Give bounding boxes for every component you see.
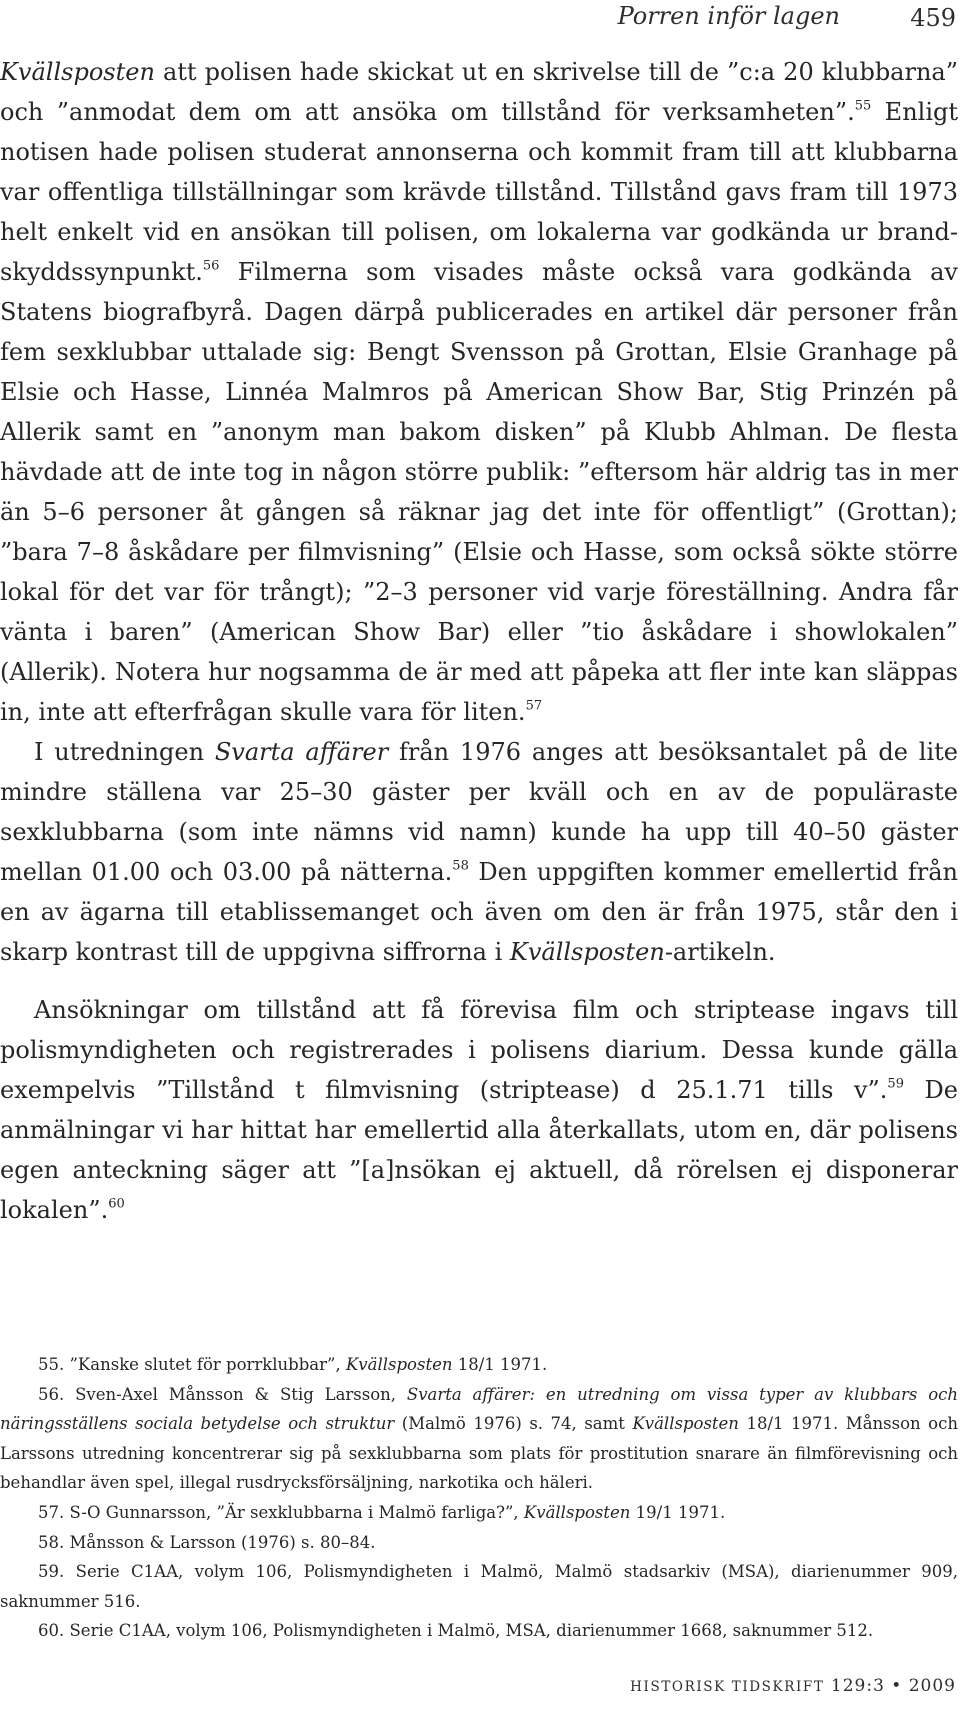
footnote-57: 57. S-O Gunnarsson, ”Är sexklubbarna i Malmö farliga?”, Kvällsposten 19/1 1971. [38,1502,726,1522]
running-title: Porren inför lagen [617,2,840,30]
footnote-56: 56. Sven-Axel Månsson & Stig Larsson, Svarta affärer: en utredning om vissa typer av klubbars och näringsställens sociala betydelse och struktur (Malmö 1976) s. 74, samt Kvällsposten 18/1 1971. Månsson och Larssons utredning koncentrerar sig på sexklubbarna som plats för prostitution snarare än filmförevisning och behandlar även spel, illegal rusdrycksförsäljning, narkotika och häleri. [0,1384,958,1493]
paragraph-3: Ansökningar om tillstånd att få förevisa film och striptease ingavs till polismyndigheten och registrerades i polisens diarium. Dessa kunde gälla exempelvis ”Tillstånd t filmvisning (striptease) d 25.1.71 tills v”.$^{59}$ De anmälningar vi har hittat har emellertid alla återkallats, utom en, där polisens egen anteckning säger att ”[a]nsökan ej aktuell, då rörelsen ej disponerar lokalen”.$^{60}$ [0,996,958,1224]
footnote-ref-60[interactable]: 60 [108,1196,125,1212]
footnote-number: 58. [38,1532,65,1552]
body-text [0,52,958,1230]
journal-year: 2009 [908,1676,956,1696]
footnote-ref-56[interactable]: 56 [202,258,220,274]
journal-name: HISTORISK TIDSKRIFT [630,1679,825,1695]
footnote-ref-55[interactable]: 55 [854,98,872,114]
journal-issue: 129:3 [824,1676,885,1696]
footnote-number: 55. [38,1355,65,1374]
paragraph-2: I utredningen Svarta affärer från 1976 anges att besöksantalet på de lite mindre ställena var 25–30 gäster per kväll och en av de populäraste sexklubbarna (som inte nämns vid namn) kunde ha upp till 40–50 gäster mellan 01.00 och 03.00 på nätterna.$^{58}$ Den uppgiften kommer emellertid från en av ägarna till etablissemanget och även om den är från 1975, står den i skarp kontrast till de uppgivna siffrorna i Kvällsposten-artikeln. [0,738,958,966]
footnote-59: 59. Serie C1AA, volym 106, Polismyndigheten i Malmö, Malmö stadsarkiv (MSA), diarienummer 909, saknummer 516. [0,1562,958,1611]
footnote-ref-58[interactable]: 58 [452,858,469,874]
newspaper-title: Kvällsposten [509,938,665,966]
footnote-number: 59. [38,1562,65,1582]
footer-separator: • [884,1676,909,1696]
footnote-60: 60. Serie C1AA, volym 106, Polismyndigheten i Malmö, MSA, diarienummer 1668, saknummer 512. [38,1621,874,1641]
footnote-number: 60. [38,1621,65,1641]
journal-footer [630,1676,956,1696]
footnotes [0,1350,958,1646]
footnote-ref-59[interactable]: 59 [887,1076,904,1092]
footnote-number: 57. [38,1502,65,1522]
paragraph-1: Kvällsposten att polisen hade skickat ut en skrivelse till de ”c:a 20 klubbarna” och ”anmodat dem om att ansöka om tillstånd för verksamheten”.$^{55}$ Enligt notisen hade polisen studerat annonserna och kommit fram till att klubbarna var offentliga tillställningar som krävde tillstånd. Tillstånd gavs fram till 1973 helt enkelt vid en ansökan till polisen, om lokalerna var godkända ur brand-skyddssynpunkt.$^{56}$ Filmerna som visades måste också vara godkända av Statens biografbyrå. Dagen därpå publicerades en artikel där personer från fem sexklubbar uttalade sig: Bengt Svensson på Grottan, Elsie Granhage på Elsie och Hasse, Linnéa Malmros på American Show Bar, Stig Prinzén på Allerik samt en ”anonym man bakom disken” på Klubb Ahlman. De flesta hävdade att de inte tog in någon större publik: ”eftersom här aldrig tas in mer än 5–6 personer åt gången så räknar jag det inte för offentligt” (Grottan); ”bara 7–8 åskådare per filmvisning” (Elsie och Hasse, som också sökte större lokal för det var för trångt); ”2–3 personer vid varje föreställning. Andra får vänta i baren” (American Show Bar) eller ”tio åskådare i showlokalen” (Allerik). Notera hur nogsamma de är med att påpeka att fler inte kan släppas in, inte att efterfrågan skulle vara för liten.$^{57}$ [0,58,959,726]
newspaper-title: Kvällsposten [0,58,155,86]
report-title: Svarta affärer [214,738,389,766]
footnote-number: 56. [38,1384,65,1404]
footnote-58: 58. Månsson & Larsson (1976) s. 80–84. [38,1532,376,1552]
page-number: 459 [910,4,956,32]
running-head [0,0,960,34]
footnote-ref-57[interactable]: 57 [525,698,543,714]
footnote-55: 55. ”Kanske slutet för porrklubbar”, Kvällsposten 18/1 1971. [38,1355,548,1374]
